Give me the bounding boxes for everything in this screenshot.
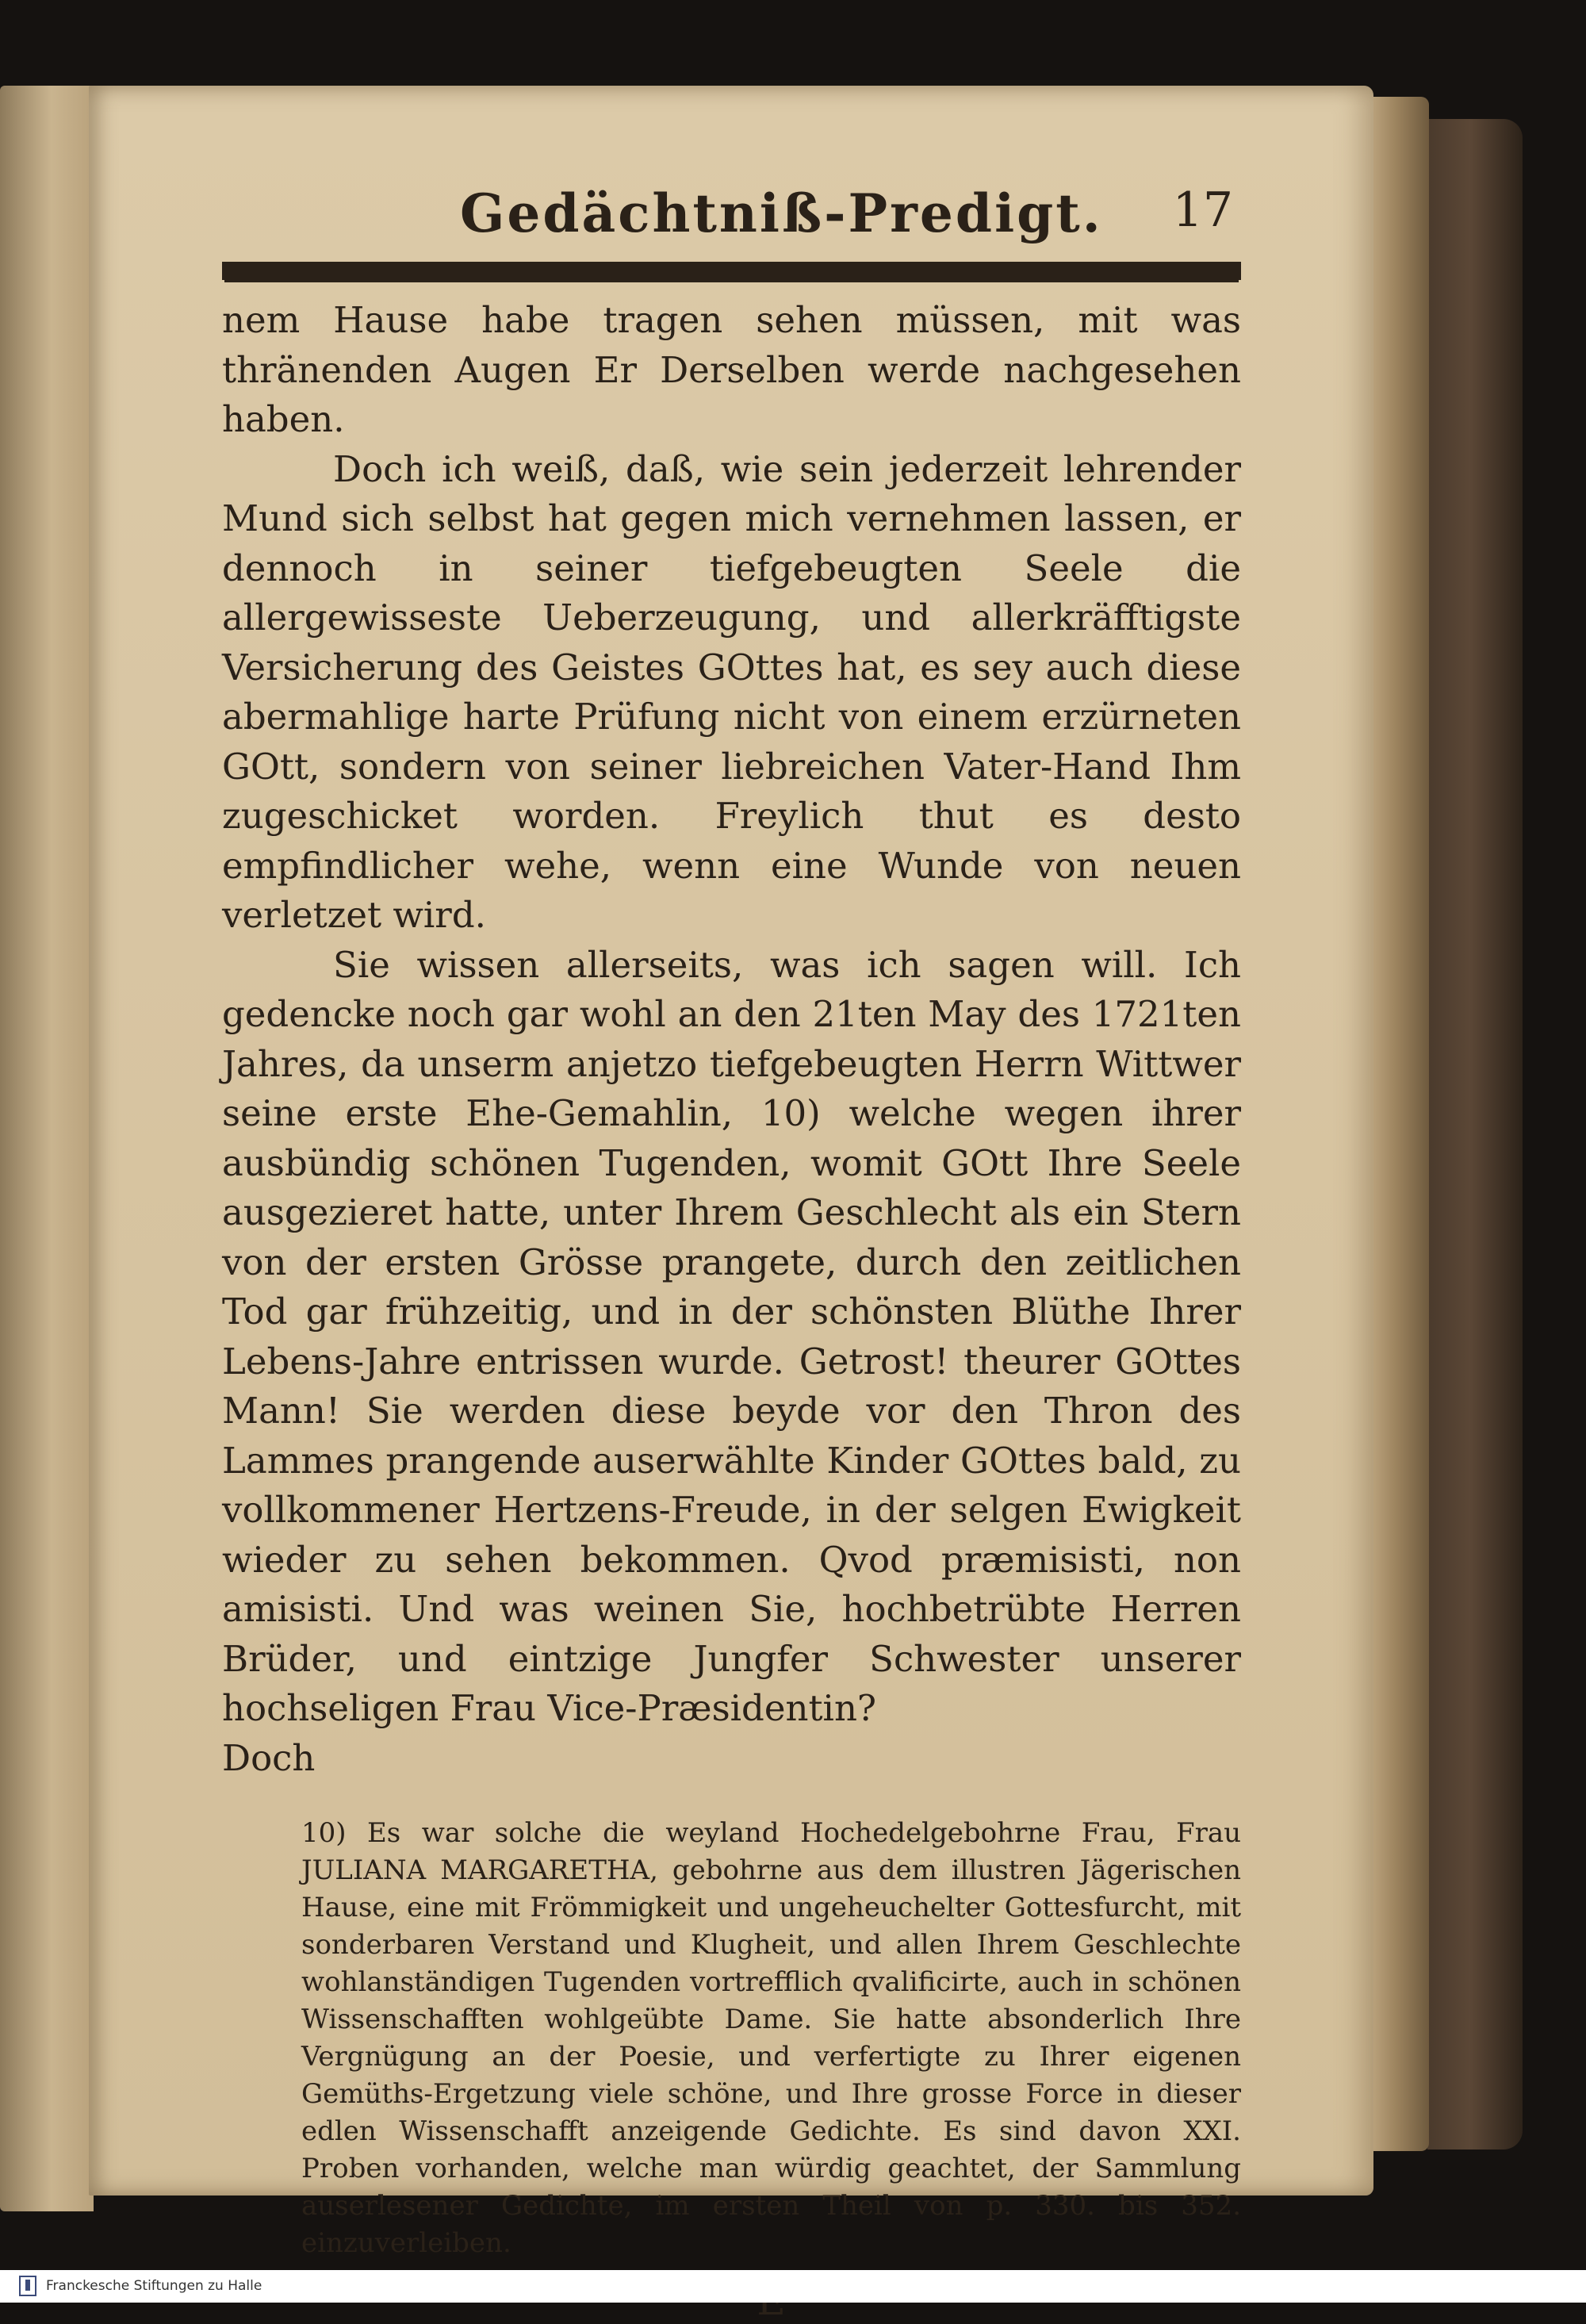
institution-name: Franckesche Stiftungen zu Halle — [46, 2278, 262, 2294]
footnote-10: 10) Es war solche die weyland Hochedelgebohrne Frau, Frau JULIANA MARGARETHA, gebohrne aus dem illustren Jägerischen Hause, eine mit Frömmigkeit und ungeheuchelter Gottesfurcht, mit sonderbaren Verstand und Klugheit, und allen Ihrem Geschlechte wohlanständigen Tugenden vortrefflich qvalificirte, auch in schönen Wissenschafften wohlgeübte Dame. Sie hatte absonderlich Ihre Vergnügung an der Poesie, und verfertigte zu Ihrer eigenen Gemüths-Ergetzung viele schöne, und Ihre grosse Force in dieser edlen Wissenschafft anzeigende Gedichte. Es sind davon XXI. Proben vorhanden, welche man würdig geachtet, der Sammlung auserlesener Gedichte, im ersten Theil von p. 330. bis 352. einzuverleiben. — [301, 1817, 1241, 2259]
page-number: 17 — [1172, 182, 1233, 238]
header-rule — [222, 262, 1241, 280]
book-cover-edge — [1427, 119, 1523, 2150]
paragraph-2: Doch ich weiß, daß, wie sein jederzeit lehrender Mund sich selbst hat gegen mich vernehmen lassen, er dennoch in seiner tiefgebeugten Seele die allergewisseste Ueberzeugung, und allerkräfftigste Versicherung des Geistes GOttes hat, es sey auch diese abermahlige harte Prüfung nicht von einem erzürneten GOtt, sondern von seiner liebreichen Vater-Hand Ihm zugeschicket worden. Freylich thut es desto empfindlicher wehe, wenn eine Wunde von neuen verletzet wird. — [222, 447, 1241, 936]
paragraph-1: nem Hause habe tragen sehen müssen, mit was thränenden Augen Er Derselben werde nachgesehen haben. — [222, 299, 1241, 440]
main-text — [222, 296, 1241, 1783]
page-block-edge — [1373, 97, 1429, 2151]
previous-page-edge — [0, 86, 94, 2211]
page-header — [222, 182, 1241, 262]
institution-logo-icon — [19, 2276, 36, 2296]
page-content — [222, 182, 1241, 2324]
paragraph-3: Sie wissen allerseits, was ich sagen will. Ich gedencke noch gar wohl an den 21ten May des 1721ten Jahres, da unserm anjetzo tiefgebeugten Herrn Wittwer seine erste Ehe-Gemahlin, 10) welche wegen ihrer ausbündig schönen Tugenden, womit GOtt Ihre Seele ausgezieret hatte, unter Ihrem Geschlecht als ein Stern von der ersten Grösse prangete, durch den zeitlichen Tod gar frühzeitig, und in der schönsten Blüthe Ihrer Lebens-Jahre entrissen wurde. Getrost! theurer GOttes Mann! Sie werden diese beyde vor den Thron des Lammes prangende auserwählte Kinder GOttes bald, zu vollkommener Hertzens-Freude, in der selgen Ewigkeit wieder zu sehen bekommen. Qvod præmisisti, non amisisti. Und was weinen Sie, hochbetrübte Herren Brüder, und eintzige Jungfer Schwester unserer hochseligen Frau Vice-Præsidentin? — [222, 943, 1241, 1729]
running-title: Gedächtniß-Predigt. — [460, 182, 1103, 244]
catchword: Doch — [222, 1736, 316, 1779]
footer-bar — [0, 2270, 1586, 2303]
